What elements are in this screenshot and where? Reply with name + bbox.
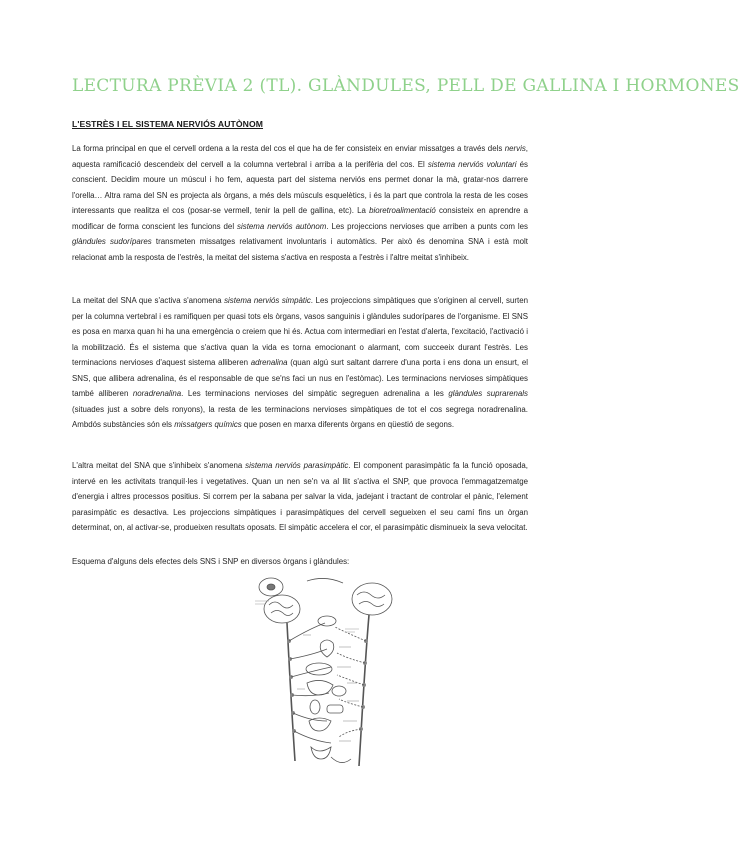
pupil <box>267 584 275 590</box>
heart-organ <box>320 640 334 657</box>
brain-folds-right <box>357 592 385 607</box>
brain-right <box>352 583 392 615</box>
nervous-system-diagram-drawing <box>247 571 402 781</box>
figure-caption: Esquema d'alguns dels efectes dels SNS i SNP en diversos òrgans i glàndules: <box>72 557 350 566</box>
spinal-cord-left <box>287 623 295 761</box>
section-heading: L'ESTRÈS I EL SISTEMA NERVIÓS AUTÒNOM <box>72 119 264 129</box>
head-outline <box>307 578 343 583</box>
intestine-organ <box>309 718 331 731</box>
bladder-organ <box>311 747 331 759</box>
lungs-organ <box>306 663 332 675</box>
page-title: LECTURA PRÈVIA 2 (TL). GLÀNDULES, PELL DE GALLINA I HORMONES <box>72 76 740 96</box>
ganglia-chain <box>287 639 368 733</box>
stomach-organ <box>332 686 346 696</box>
paragraph-3: L'altra meitat del SNA que s'inhibeix s'anomena sistema nerviós parasimpàtic. El component parasimpàtic fa la funció oposada, intervé en les activitats tranquil·les i vegetatives. Quan un nen se'n va al llit s'activa el SNP, que provoca l'emmagatzematge d'energia i altres processos positius. Si correm per la sabana per salvar la vida, jadejant i tractant de controlar el pànic, l'element parasimpàtic es desactiva. Les projeccions simpàtiques i parasimpàtiques del cervell segueixen el seu camí fins un òrgan determinat, on, al activar-se, produeixen resultats oposats. El simpàtic accelera el cor, el parasimpàtic disminueix la seva velocitat. <box>72 461 528 532</box>
brain-left <box>264 595 300 623</box>
paragraph-2: La meitat del SNA que s'activa s'anomena sistema nerviós simpàtic. Les projeccions simpàtiques que s'originen al cervell, surten per la columna vertebral i es ramifiquen per quasi tots els òrgans, vasos sanguinis i glàndules sudorípares de l'organisme. El SNS es posa en marxa quan hi ha una emergència o creiem que hi és. Actua com intermediari en l'estat d'alerta, l'excitació, l'activació i la mobilització. És el sistema que s'activa quan la vida es torna emocionant o alarmant, com succeeix durant l'estrès. Les terminacions nervioses d'aquest sistema alliberen adrenalina (quan algú surt saltant darrere d'una porta i ens dona un ensurt, el SNS, que allibera adrenalina, és el responsable de que se'ns faci un nus en l'estòmac). Les terminacions nervioses simpàtiques també alliberen noradrenalina. Les terminacions nervioses del simpàtic segreguen adrenalina a les glàndules suprarenals (situades just a sobre dels ronyons), la resta de les terminacions nervioses simpàtiques de tot el cos segrega noradrenalina. Ambdós substàncies són els missatgers químics que posen en marxa diferents òrgans en qüestió de segons. <box>72 296 528 429</box>
adrenal-gland <box>327 705 343 713</box>
spinal-cord-right <box>359 615 369 766</box>
brain-folds-left <box>269 602 293 616</box>
paragraph-1: La forma principal en que el cervell ordena a la resta del cos el que ha de fer consisteix en enviar missatges a través dels nervis, aquesta ramificació descendeix del cervell a la columna vertebral i arriba a la perifèria del cos. El sistema nerviós voluntari és conscient. Decidim moure un múscul i ho fem, aquesta part del sistema nerviós ens permet donar la mà, gratar-nos darrere l'orella… Altra rama del SN es projecta als òrgans, a més dels músculs esquelètics, i és la part que controla la resta de les coses interessants que realitza el cos (posar-se vermell, tenir la pell de gallina, etc). La bioretroalimentació consisteix en aprendre a modificar de forma conscient les funcions del sistema nerviós autònom. Les projeccions nervioses que arriben a punts com les glàndules sudorípares transmeten missatges relativament involuntaris i automàtics. Per això és denomina SNA i està molt relacionat amb la resposta de l'estrès, la meitat del sistema s'activa en resposta a l'estrès i l'altre meitat s'inhibeix. <box>72 144 529 262</box>
nervous-system-diagram <box>247 571 402 781</box>
kidney-organ <box>310 700 320 714</box>
genital-organ <box>331 757 351 763</box>
liver-organ <box>307 680 333 695</box>
